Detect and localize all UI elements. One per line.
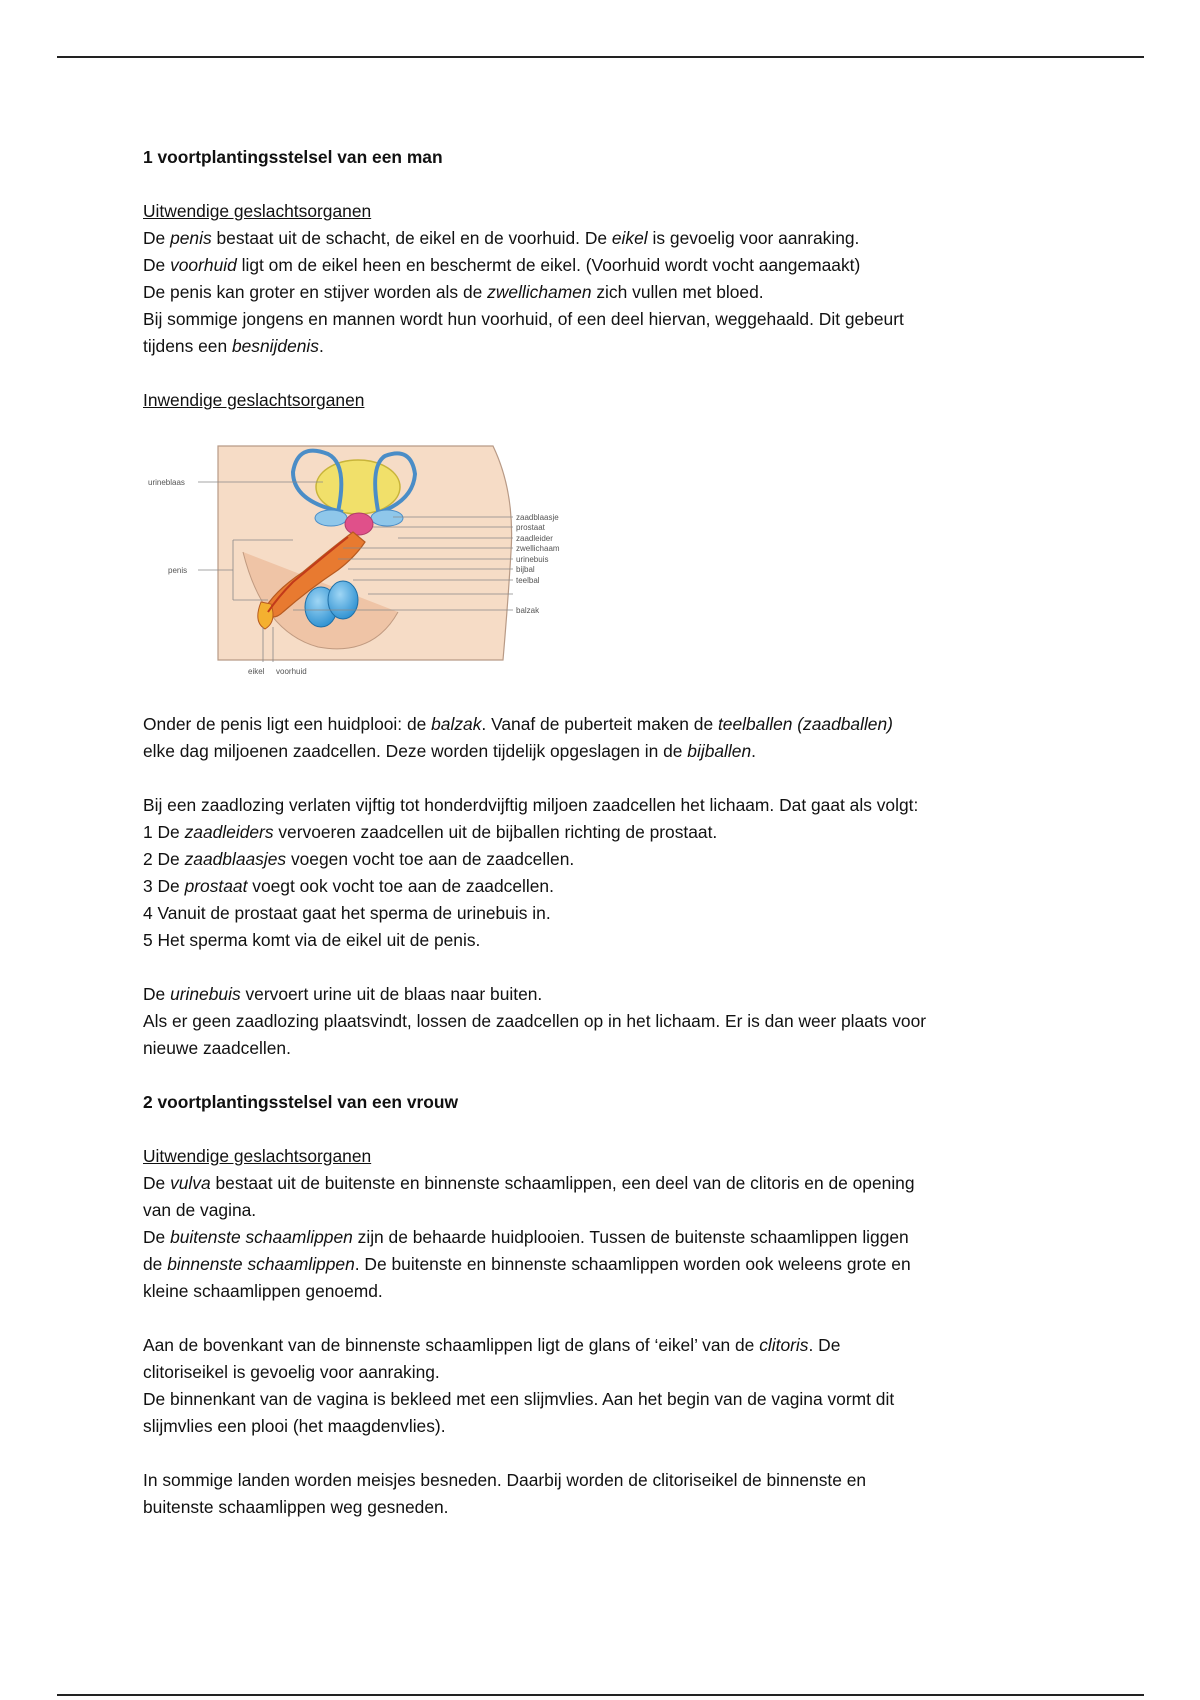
- emphasized-term: eikel: [611, 228, 648, 248]
- label-balzak: balzak: [516, 606, 540, 615]
- section1-external-text: [143, 225, 1103, 360]
- section2-external-heading: Uitwendige geslachtsorganen: [143, 1146, 372, 1166]
- section1-internal-heading: Inwendige geslachtsorganen: [143, 390, 365, 410]
- emphasized-term: clitoris: [759, 1335, 809, 1355]
- label-penis: penis: [168, 566, 188, 575]
- text-run: slijmvlies een plooi (het maagdenvlies).: [143, 1416, 446, 1436]
- emphasized-term: bijballen: [687, 741, 752, 761]
- text-run: Bij een zaadlozing verlaten vijftig tot honderdvijftig miljoen zaadcellen het lichaam. Dat gaat als volgt:: [143, 795, 919, 815]
- text-line: [143, 279, 1103, 306]
- text-line: [143, 252, 1103, 279]
- text-run: nieuwe zaadcellen.: [143, 1038, 291, 1058]
- text-line: [143, 1467, 1103, 1494]
- text-line: [143, 1008, 1103, 1035]
- text-line: [143, 1386, 1103, 1413]
- text-run: Als er geen zaadlozing plaatsvindt, lossen de zaadcellen op in het lichaam. Er is dan weer plaats voor: [143, 1011, 927, 1031]
- emphasized-term: prostaat: [184, 876, 248, 896]
- text-run: buitenste schaamlippen weg gesneden.: [143, 1497, 449, 1517]
- bladder-shape: [316, 460, 400, 514]
- text-run: vervoeren zaadcellen uit de bijballen richting de prostaat.: [273, 822, 718, 842]
- section2-external-para2: [143, 1332, 1103, 1440]
- text-run: van de vagina.: [143, 1200, 257, 1220]
- text-line: [143, 1494, 1103, 1521]
- text-run: ligt om de eikel heen en beschermt de eikel. (Voorhuid wordt vocht aangemaakt): [236, 255, 861, 275]
- text-run: In sommige landen worden meisjes besneden. Daarbij worden de clitoriseikel de binnenste en: [143, 1470, 867, 1490]
- section1-internal-para2: [143, 792, 1103, 954]
- text-line: [143, 1278, 1103, 1305]
- text-run: voegen vocht toe aan de zaadcellen.: [286, 849, 575, 869]
- text-line: [143, 819, 1103, 846]
- label-eikel: eikel: [248, 667, 265, 676]
- text-run: De: [143, 255, 171, 275]
- text-run: De binnenkant van de vagina is bekleed met een slijmvlies. Aan het begin van de vagina vormt dit: [143, 1389, 895, 1409]
- text-run: De: [143, 1173, 171, 1193]
- text-run: Bij sommige jongens en mannen wordt hun voorhuid, of een deel hiervan, weggehaald. Dit gebeurt: [143, 309, 904, 329]
- text-run: De: [143, 1227, 171, 1247]
- text-line: [143, 1332, 1103, 1359]
- label-zaadleider: zaadleider: [516, 534, 553, 543]
- text-run: zich vullen met bloed.: [591, 282, 764, 302]
- text-run: . De: [808, 1335, 841, 1355]
- section2-title: 2 voortplantingsstelsel van een vrouw: [143, 1092, 459, 1112]
- text-run: tijdens een: [143, 336, 232, 356]
- text-run: De penis kan groter en stijver worden als de: [143, 282, 488, 302]
- section2-external-para1: [143, 1170, 1103, 1305]
- emphasized-term: zwellichamen: [487, 282, 592, 302]
- text-line: [143, 333, 1103, 360]
- text-run: bestaat uit de buitenste en binnenste schaamlippen, een deel van de clitoris en de opening: [210, 1173, 915, 1193]
- section1-title: 1 voortplantingsstelsel van een man: [143, 147, 443, 167]
- emphasized-term: balzak: [431, 714, 482, 734]
- emphasized-term: voorhuid: [170, 255, 237, 275]
- text-run: clitoriseikel is gevoelig voor aanraking.: [143, 1362, 440, 1382]
- male-anatomy-figure: [143, 432, 598, 689]
- emphasized-term: zaadleiders: [184, 822, 274, 842]
- text-line: [143, 1035, 1103, 1062]
- top-rule: [57, 56, 1144, 58]
- label-urineblaas: urineblaas: [148, 478, 185, 487]
- text-line: [143, 1413, 1103, 1440]
- male-anatomy-illustration: [143, 432, 598, 689]
- text-run: 1 De: [143, 822, 185, 842]
- text-line: [143, 927, 1103, 954]
- emphasized-term: buitenste schaamlippen: [170, 1227, 353, 1247]
- text-run: voegt ook vocht toe aan de zaadcellen.: [247, 876, 554, 896]
- label-urinebuis: urinebuis: [516, 555, 549, 564]
- bottom-rule: [57, 1694, 1144, 1696]
- text-run: 4 Vanuit de prostaat gaat het sperma de urinebuis in.: [143, 903, 551, 923]
- label-zwellichaam: zwellichaam: [516, 544, 560, 553]
- text-run: . Vanaf de puberteit maken de: [481, 714, 718, 734]
- emphasized-term: besnijdenis: [231, 336, 319, 356]
- text-run: .: [318, 336, 324, 356]
- text-line: [143, 738, 1103, 765]
- text-line: [143, 873, 1103, 900]
- text-line: [143, 1170, 1103, 1197]
- emphasized-term: binnenste schaamlippen: [167, 1254, 355, 1274]
- emphasized-term: teelballen (zaadballen): [717, 714, 893, 734]
- text-line: [143, 1224, 1103, 1251]
- text-run: kleine schaamlippen genoemd.: [143, 1281, 383, 1301]
- emphasized-term: urinebuis: [170, 984, 241, 1004]
- text-run: De: [143, 984, 171, 1004]
- text-line: [143, 711, 1103, 738]
- emphasized-term: zaadblaasjes: [184, 849, 287, 869]
- text-line: [143, 1197, 1103, 1224]
- label-teelbal: teelbal: [516, 576, 540, 585]
- label-prostaat: prostaat: [516, 523, 545, 532]
- text-line: [143, 1359, 1103, 1386]
- emphasized-term: vulva: [170, 1173, 211, 1193]
- text-line: [143, 225, 1103, 252]
- section2-external-para3: [143, 1467, 1103, 1521]
- label-zaadblaasje: zaadblaasje: [516, 513, 559, 522]
- text-run: 5 Het sperma komt via de eikel uit de penis.: [143, 930, 481, 950]
- text-run: de: [143, 1254, 168, 1274]
- text-run: 3 De: [143, 876, 185, 896]
- section1-internal-para3: [143, 981, 1103, 1062]
- label-voorhuid: voorhuid: [276, 667, 307, 676]
- text-run: Onder de penis ligt een huidplooi: de: [143, 714, 432, 734]
- text-run: Aan de bovenkant van de binnenste schaamlippen ligt de glans of ‘eikel’ van de: [143, 1335, 760, 1355]
- text-run: elke dag miljoenen zaadcellen. Deze worden tijdelijk opgeslagen in de: [143, 741, 688, 761]
- text-run: is gevoelig voor aanraking.: [647, 228, 860, 248]
- text-line: [143, 981, 1103, 1008]
- text-run: De: [143, 228, 171, 248]
- document-body: [143, 144, 1103, 1521]
- text-line: [143, 306, 1103, 333]
- text-run: zijn de behaarde huidplooien. Tussen de buitenste schaamlippen liggen: [352, 1227, 909, 1247]
- section1-internal-para1: [143, 711, 1103, 765]
- text-line: [143, 900, 1103, 927]
- text-line: [143, 846, 1103, 873]
- text-line: [143, 792, 1103, 819]
- section1-external-heading: Uitwendige geslachtsorganen: [143, 201, 372, 221]
- emphasized-term: penis: [170, 228, 212, 248]
- text-run: .: [751, 741, 756, 761]
- text-run: vervoert urine uit de blaas naar buiten.: [240, 984, 543, 1004]
- text-run: 2 De: [143, 849, 185, 869]
- label-bijbal: bijbal: [516, 565, 535, 574]
- text-run: . De buitenste en binnenste schaamlippen worden ook weleens grote en: [354, 1254, 911, 1274]
- text-line: [143, 1251, 1103, 1278]
- text-run: bestaat uit de schacht, de eikel en de voorhuid. De: [211, 228, 612, 248]
